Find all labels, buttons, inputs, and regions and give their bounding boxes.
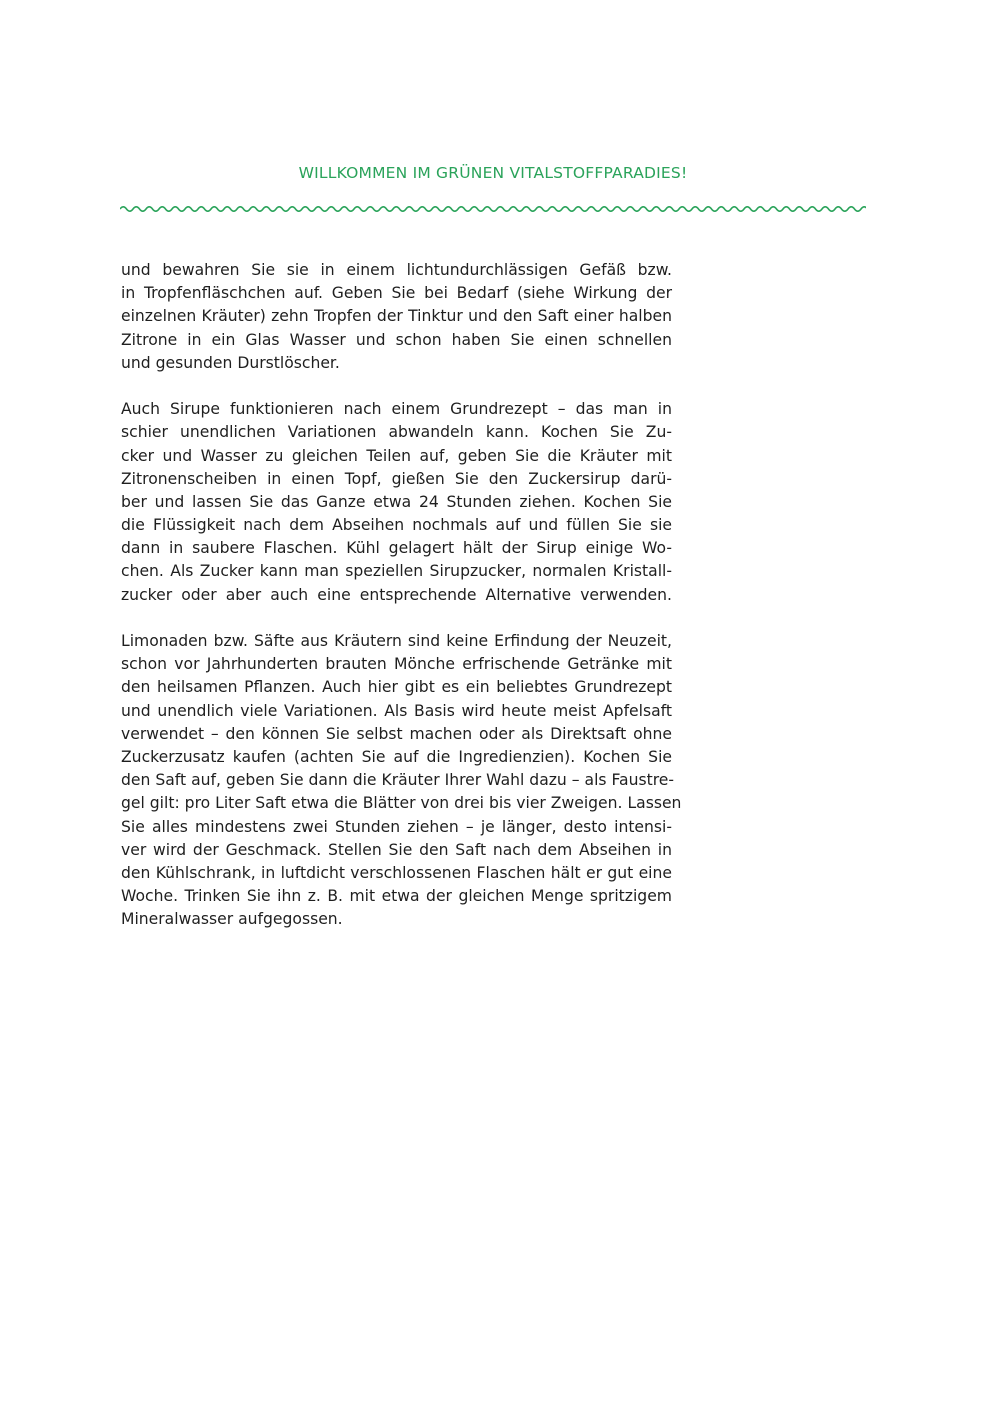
paragraph-tinktur [121, 259, 672, 375]
text-line: gel gilt: pro Liter Saft etwa die Blätter von drei bis vier Zweigen. Lassen [121, 794, 682, 813]
paragraph-limonaden [121, 630, 682, 931]
text-line: und gesunden Durstlöscher. [121, 353, 340, 372]
text-line: einzelnen Kräuter) zehn Tropfen der Tinktur und den Saft einer halben [121, 307, 672, 326]
paragraph-spacer [121, 607, 672, 630]
text-line: schon vor Jahrhunderten brauten Mönche erfrischende Getränke mit [121, 655, 672, 674]
text-line: in Tropfenfläschchen auf. Geben Sie bei Bedarf (siehe Wirkung der [121, 284, 672, 303]
text-line: Sie alles mindestens zwei Stunden ziehen – je länger, desto intensi- [121, 817, 672, 836]
text-line: ver wird der Geschmack. Stellen Sie den Saft nach dem Abseihen in [121, 840, 672, 859]
text-line: und unendlich viele Variationen. Als Basis wird heute meist Apfelsaft [121, 701, 672, 720]
text-line: cker und Wasser zu gleichen Teilen auf, geben Sie die Kräuter mit [121, 446, 672, 465]
text-line: chen. Als Zucker kann man speziellen Sirupzucker, normalen Kristall- [121, 562, 672, 581]
text-line: schier unendlichen Variationen abwandeln kann. Kochen Sie Zu- [121, 423, 672, 442]
text-line: die Flüssigkeit nach dem Abseihen nochmals auf und füllen Sie sie [121, 516, 672, 535]
text-line: und bewahren Sie sie in einem lichtundurchlässigen Gefäß bzw. [121, 261, 672, 279]
text-line: Woche. Trinken Sie ihn z. B. mit etwa der gleichen Menge spritzigem [121, 887, 672, 906]
text-line: den heilsamen Pflanzen. Auch hier gibt es ein beliebtes Grundrezept [121, 678, 672, 697]
text-line: zucker oder aber auch eine entsprechende Alternative verwenden. [121, 585, 672, 604]
paragraph-sirupe [121, 398, 672, 607]
text-line: Limonaden bzw. Säfte aus Kräutern sind keine Erfindung der Neuzeit, [121, 632, 672, 650]
paragraph-spacer [121, 375, 672, 398]
body-text [121, 259, 682, 931]
text-line: Zitronenscheiben in einen Topf, gießen Sie den Zuckersirup darü- [121, 469, 672, 488]
text-line: Mineralwasser aufgegossen. [121, 910, 343, 929]
text-line: dann in saubere Flaschen. Kühl gelagert hält der Sirup einige Wo- [121, 539, 672, 558]
text-line: ber und lassen Sie das Ganze etwa 24 Stunden ziehen. Kochen Sie [121, 492, 672, 511]
running-head-title: WILLKOMMEN IM GRÜNEN VITALSTOFFPARADIES! [298, 164, 688, 182]
text-line: Zuckerzusatz kaufen (achten Sie auf die Ingredienzien). Kochen Sie [121, 747, 672, 766]
text-line: den Kühlschrank, in luftdicht verschlossenen Flaschen hält er gut eine [121, 863, 672, 882]
wavy-divider [120, 202, 866, 216]
text-line: Auch Sirupe funktionieren nach einem Grundrezept – das man in [121, 400, 672, 419]
text-line: den Saft auf, geben Sie dann die Kräuter Ihrer Wahl dazu – als Faustre- [121, 771, 674, 790]
text-line: verwendet – den können Sie selbst machen oder als Direktsaft ohne [121, 724, 672, 743]
text-line: Zitrone in ein Glas Wasser und schon haben Sie einen schnellen [121, 330, 672, 349]
